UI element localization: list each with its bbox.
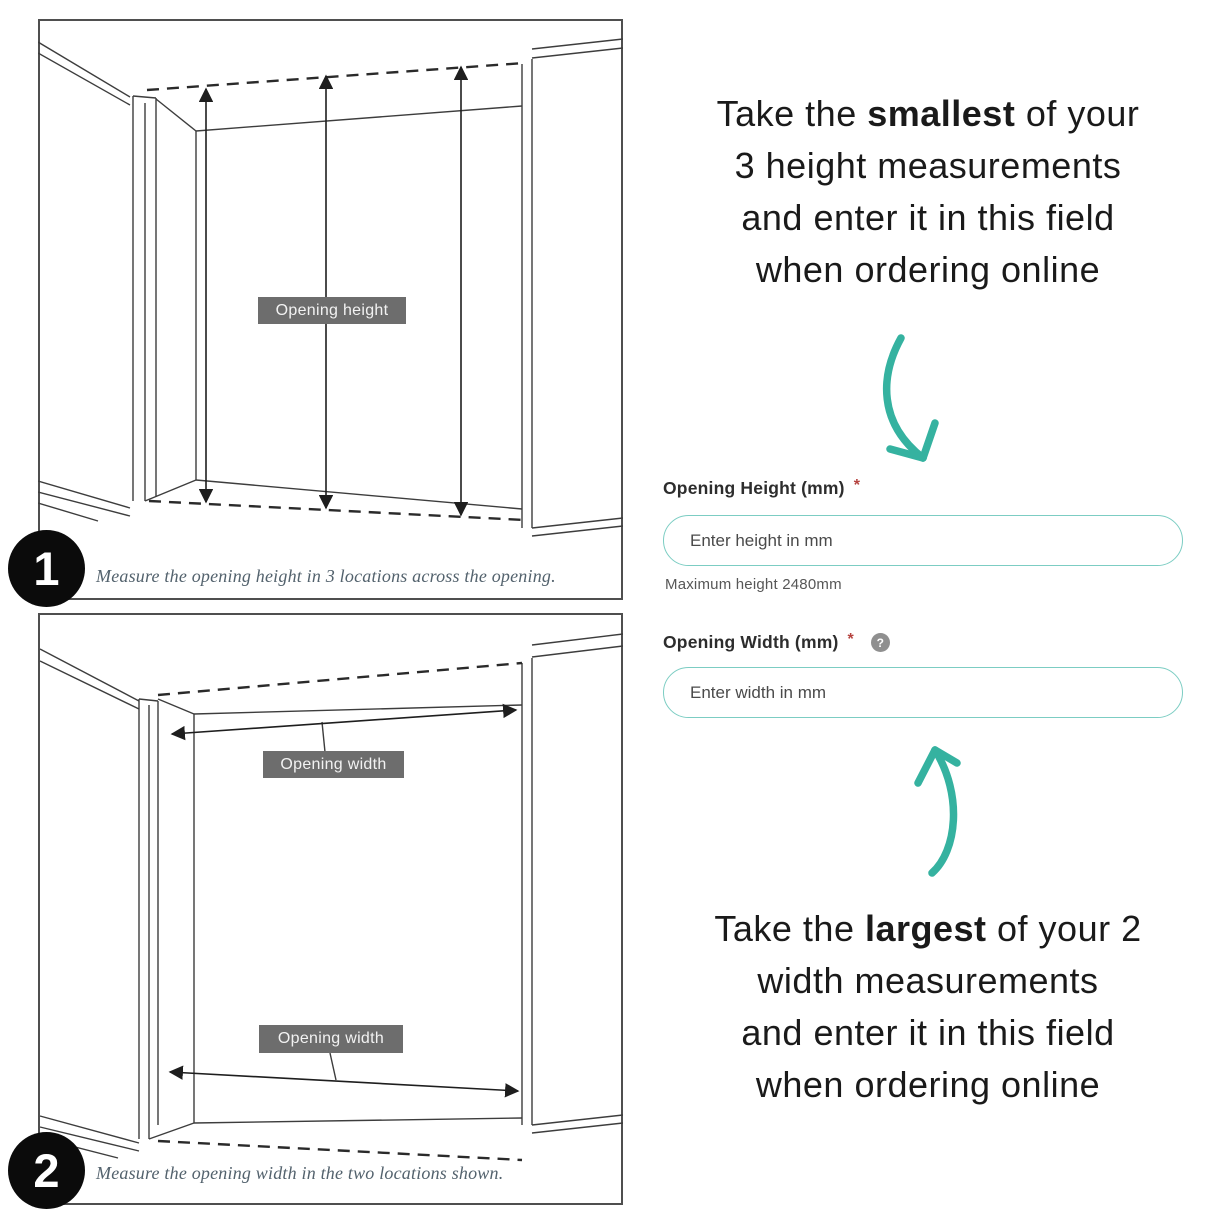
opening-width-tag-bottom: Opening width [259, 1025, 403, 1053]
required-asterisk: * [847, 630, 854, 648]
step-2-badge [8, 1132, 85, 1209]
height-instruction-line1: Take the smallest of your [716, 93, 1140, 134]
width-instruction-line3: and enter it in this field [741, 1012, 1115, 1053]
opening-width-label-row [663, 632, 890, 653]
height-instruction-line4: when ordering online [755, 249, 1101, 290]
required-asterisk: * [853, 476, 860, 494]
height-instruction-text [648, 88, 1208, 296]
diagram1-caption: Measure the opening height in 3 locations across the opening. [96, 566, 556, 586]
width-instruction-text [648, 903, 1208, 1111]
opening-width-field-label: Opening Width (mm) [663, 632, 839, 652]
max-height-helper: Maximum height 2480mm [665, 576, 842, 593]
opening-width-input[interactable] [663, 667, 1183, 718]
width-instruction-line2: width measurements [757, 960, 1099, 1001]
opening-height-tag: Opening height [258, 297, 406, 324]
curved-arrow-down-icon [858, 328, 998, 478]
height-instruction-line2: 3 height measurements [734, 145, 1122, 186]
step-2-number: 2 [33, 1144, 60, 1197]
curved-arrow-up-icon [893, 733, 1013, 891]
opening-height-label-row [663, 478, 860, 499]
help-icon[interactable]: ? [871, 633, 890, 652]
opening-width-tag-top: Opening width [263, 751, 404, 778]
alcove-width-drawing [38, 613, 623, 1205]
step-1-number: 1 [33, 542, 60, 595]
diagram2-caption: Measure the opening width in the two locations shown. [96, 1163, 504, 1183]
step-1-badge [8, 530, 85, 607]
width-instruction-line4: when ordering online [755, 1064, 1101, 1105]
width-instruction-line1: Take the largest of your 2 [714, 908, 1142, 949]
height-instruction-line3: and enter it in this field [741, 197, 1115, 238]
opening-height-input[interactable] [663, 515, 1183, 566]
opening-height-field-label: Opening Height (mm) [663, 478, 845, 498]
